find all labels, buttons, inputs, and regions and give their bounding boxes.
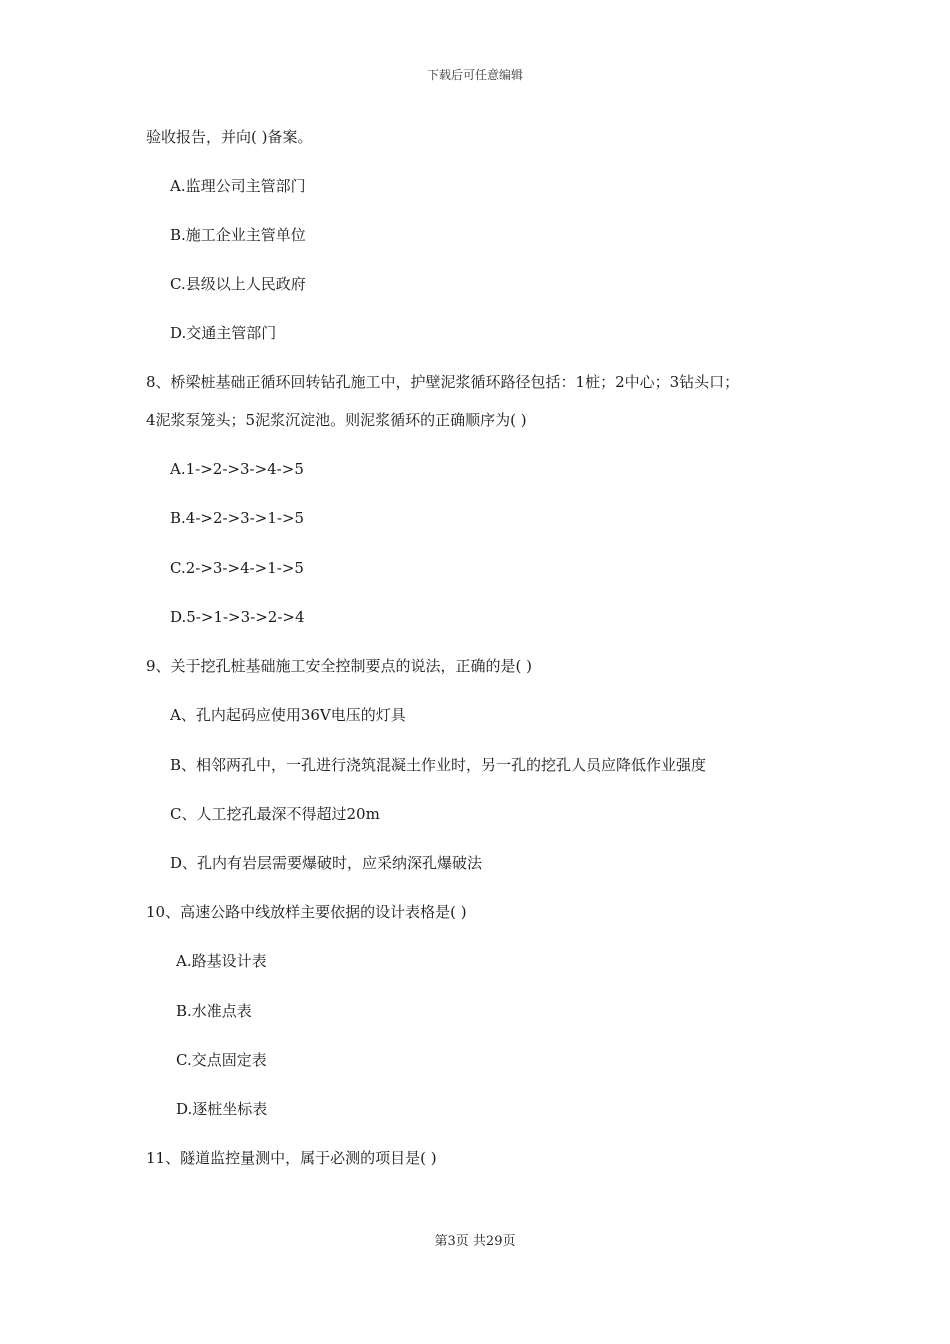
- question-7-option-b: B.施工企业主管单位: [170, 226, 306, 244]
- question-8-stem-line-1: 8、桥梁桩基础正循环回转钻孔施工中，护壁泥浆循环路径包括：1桩；2中心；3钻头口；: [146, 373, 740, 391]
- question-8-option-a: A.1->2->3->4->5: [170, 460, 304, 478]
- question-10-option-b: B.水准点表: [176, 1002, 252, 1020]
- question-9-stem: 9、关于挖孔桩基础施工安全控制要点的说法，正确的是( ): [146, 657, 533, 675]
- page-header: 下载后可任意编辑: [426, 68, 523, 82]
- question-10-option-d: D.逐桩坐标表: [176, 1100, 268, 1118]
- page-footer: 第3页 共29页: [434, 1234, 516, 1249]
- question-10-stem: 10、高速公路中线放样主要依据的设计表格是( ): [146, 903, 467, 921]
- question-7-stem-continuation: 验收报告，并向( )备案。: [146, 128, 313, 146]
- question-11-stem: 11、隧道监控量测中，属于必测的项目是( ): [146, 1149, 437, 1167]
- question-9-option-c: C、人工挖孔最深不得超过20m: [170, 805, 380, 823]
- question-9-option-b: B、相邻两孔中，一孔进行浇筑混凝土作业时，另一孔的挖孔人员应降低作业强度: [170, 756, 707, 774]
- question-7-option-d: D.交通主管部门: [170, 324, 277, 342]
- question-8-option-d: D.5->1->3->2->4: [170, 608, 305, 626]
- question-8-option-b: B.4->2->3->1->5: [170, 509, 305, 527]
- question-9-option-a: A、孔内起码应使用36V电压的灯具: [170, 706, 406, 724]
- question-8-stem-line-2: 4泥浆泵笼头；5泥浆沉淀池。则泥浆循环的正确顺序为( ): [146, 411, 527, 429]
- question-10-option-a: A.路基设计表: [176, 952, 267, 970]
- question-10-option-c: C.交点固定表: [176, 1051, 267, 1069]
- question-7-option-a: A.监理公司主管部门: [170, 177, 306, 195]
- question-7-option-c: C.县级以上人民政府: [170, 275, 306, 293]
- question-8-option-c: C.2->3->4->1->5: [170, 559, 304, 577]
- question-9-option-d: D、孔内有岩层需要爆破时，应采纳深孔爆破法: [170, 854, 483, 872]
